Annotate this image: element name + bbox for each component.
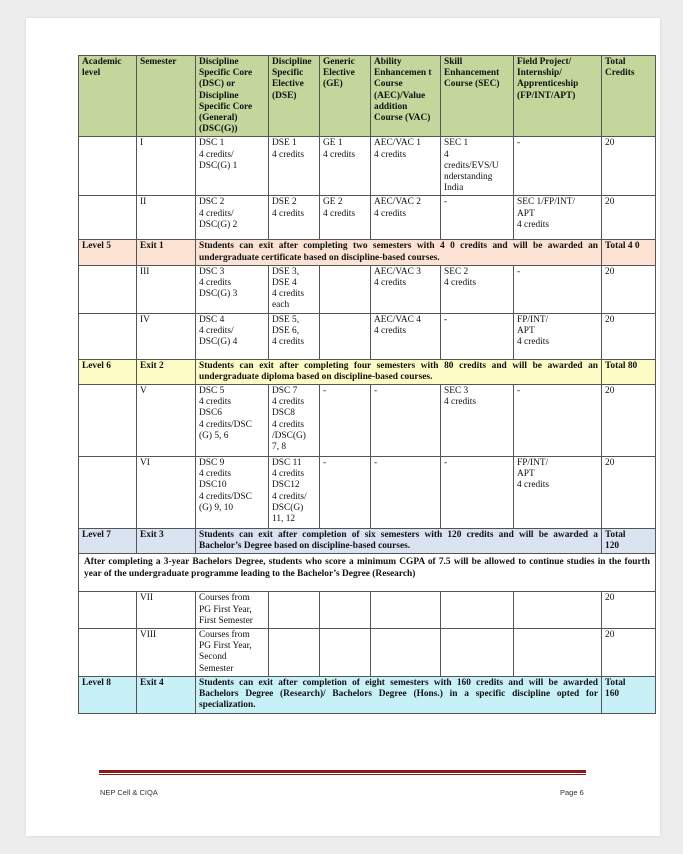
- exit-label: Exit 3: [137, 529, 196, 554]
- sec-cell: SEC 1 4 credits/EVS/U nderstanding India: [441, 137, 514, 196]
- total-cell: 20: [602, 629, 656, 677]
- exit-label: Exit 4: [137, 676, 196, 713]
- semester-row-1: [79, 137, 656, 196]
- field-cell: [514, 629, 602, 677]
- level-cell: [79, 457, 137, 529]
- sec-cell: -: [441, 196, 514, 240]
- sec-cell: SEC 2 4 credits: [441, 265, 514, 313]
- dsc-cell: DSC 3 4 credits DSC(G) 3: [196, 265, 269, 313]
- credit-framework-table: [78, 55, 656, 714]
- exit-row-3: [79, 529, 656, 554]
- sec-cell: [441, 629, 514, 677]
- header-sec: Skill Enhancement Course (SEC): [441, 56, 514, 137]
- level-cell: [79, 629, 137, 677]
- footer-divider-thin: [99, 774, 586, 775]
- semester-cell: VIII: [137, 629, 196, 677]
- dse-cell: [269, 629, 320, 677]
- ge-cell: -: [320, 385, 371, 457]
- exit-row-1: [79, 240, 656, 265]
- total-cell: 20: [602, 265, 656, 313]
- research-note-row: [79, 554, 656, 592]
- level-cell: [79, 592, 137, 629]
- header-row: [79, 56, 656, 137]
- aec-cell: AEC/VAC 1 4 credits: [371, 137, 441, 196]
- sec-cell: -: [441, 457, 514, 529]
- dsc-cell: DSC 5 4 credits DSC6 4 credits/DSC (G) 5, 6: [196, 385, 269, 457]
- semester-row-8: [79, 629, 656, 677]
- level-cell: [79, 137, 137, 196]
- ge-cell: [320, 313, 371, 359]
- dsc-cell: DSC 9 4 credits DSC10 4 credits/DSC (G) 9, 10: [196, 457, 269, 529]
- exit-description: Students can exit after completing two semesters with 4 0 credits and will be awarded an undergraduate certificate based on discipline-based courses.: [196, 240, 602, 265]
- sec-cell: SEC 3 4 credits: [441, 385, 514, 457]
- footer-divider: [99, 770, 586, 773]
- exit-description: Students can exit after completion of eight semesters with 160 credits and will be awarded Bachelors Degree (Research)/ Bachelors Degree (Hons.) in a specific discipline opted for specialization.: [196, 676, 602, 713]
- field-cell: -: [514, 265, 602, 313]
- level-cell: [79, 313, 137, 359]
- aec-cell: -: [371, 457, 441, 529]
- dse-cell: [269, 592, 320, 629]
- header-ge: Generic Elective (GE): [320, 56, 371, 137]
- field-cell: FP/INT/ APT 4 credits: [514, 313, 602, 359]
- field-cell: [514, 592, 602, 629]
- ge-cell: [320, 629, 371, 677]
- dse-cell: DSC 7 4 credits DSC8 4 credits /DSC(G) 7, 8: [269, 385, 320, 457]
- footer-org: NEP Cell & CIQA: [100, 788, 158, 797]
- total-cell: 20: [602, 196, 656, 240]
- field-cell: -: [514, 137, 602, 196]
- research-note: After completing a 3-year Bachelors Degree, students who score a minimum CGPA of 7.5 will be allowed to continue studies in the fourth year of the undergraduate programme leading to the Bachelor’s Degree (Research): [79, 554, 656, 592]
- dsc-cell: Courses from PG First Year, Second Semester: [196, 629, 269, 677]
- dsc-cell: Courses from PG First Year, First Semester: [196, 592, 269, 629]
- dsc-cell: DSC 4 4 credits/ DSC(G) 4: [196, 313, 269, 359]
- exit-total: Total 4 0: [602, 240, 656, 265]
- exit-total: Total 120: [602, 529, 656, 554]
- header-aec: Ability Enhancemen t Course (AEC)/Value addition Course (VAC): [371, 56, 441, 137]
- semester-cell: III: [137, 265, 196, 313]
- aec-cell: AEC/VAC 4 4 credits: [371, 313, 441, 359]
- dsc-cell: DSC 1 4 credits/ DSC(G) 1: [196, 137, 269, 196]
- header-field: Field Project/ Internship/ Apprenticeship (FP/INT/APT): [514, 56, 602, 137]
- exit-label: Exit 2: [137, 359, 196, 384]
- header-dsc: Discipline Specific Core (DSC) or Discipline Specific Core (General) (DSC(G)): [196, 56, 269, 137]
- field-cell: FP/INT/ APT 4 credits: [514, 457, 602, 529]
- exit-level: Level 7: [79, 529, 137, 554]
- ge-cell: [320, 592, 371, 629]
- header-semester: Semester: [137, 56, 196, 137]
- total-cell: 20: [602, 385, 656, 457]
- dse-cell: DSE 1 4 credits: [269, 137, 320, 196]
- exit-total: Total 160: [602, 676, 656, 713]
- sec-cell: -: [441, 313, 514, 359]
- aec-cell: -: [371, 385, 441, 457]
- total-cell: 20: [602, 137, 656, 196]
- dse-cell: DSC 11 4 credits DSC12 4 credits/ DSC(G) 11, 12: [269, 457, 320, 529]
- level-cell: [79, 196, 137, 240]
- exit-description: Students can exit after completion of six semesters with 120 credits and will be awarded a Bachelor’s Degree based on discipline-based courses.: [196, 529, 602, 554]
- level-cell: [79, 265, 137, 313]
- dsc-cell: DSC 2 4 credits/ DSC(G) 2: [196, 196, 269, 240]
- exit-level: Level 8: [79, 676, 137, 713]
- semester-cell: I: [137, 137, 196, 196]
- level-cell: [79, 385, 137, 457]
- aec-cell: AEC/VAC 2 4 credits: [371, 196, 441, 240]
- semester-row-2: [79, 196, 656, 240]
- total-cell: 20: [602, 313, 656, 359]
- sec-cell: [441, 592, 514, 629]
- header-total: Total Credits: [602, 56, 656, 137]
- ge-cell: -: [320, 457, 371, 529]
- total-cell: 20: [602, 592, 656, 629]
- field-cell: SEC 1/FP/INT/ APT 4 credits: [514, 196, 602, 240]
- document-page: [26, 18, 660, 836]
- semester-row-4: [79, 313, 656, 359]
- exit-row-4: [79, 676, 656, 713]
- semester-row-6: [79, 457, 656, 529]
- semester-row-5: [79, 385, 656, 457]
- exit-level: Level 5: [79, 240, 137, 265]
- exit-description: Students can exit after completing four semesters with 80 credits and will be awarded an undergraduate diploma based on discipline-based courses.: [196, 359, 602, 384]
- exit-total: Total 80: [602, 359, 656, 384]
- aec-cell: [371, 629, 441, 677]
- exit-level: Level 6: [79, 359, 137, 384]
- exit-label: Exit 1: [137, 240, 196, 265]
- dse-cell: DSE 5, DSE 6, 4 credits: [269, 313, 320, 359]
- semester-cell: VII: [137, 592, 196, 629]
- semester-cell: IV: [137, 313, 196, 359]
- semester-row-7: [79, 592, 656, 629]
- page-number: Page 6: [560, 788, 584, 797]
- ge-cell: GE 2 4 credits: [320, 196, 371, 240]
- semester-row-3: [79, 265, 656, 313]
- field-cell: -: [514, 385, 602, 457]
- semester-cell: V: [137, 385, 196, 457]
- semester-cell: VI: [137, 457, 196, 529]
- total-cell: 20: [602, 457, 656, 529]
- header-academic-level: Academic level: [79, 56, 137, 137]
- semester-cell: II: [137, 196, 196, 240]
- aec-cell: [371, 592, 441, 629]
- exit-row-2: [79, 359, 656, 384]
- ge-cell: [320, 265, 371, 313]
- ge-cell: GE 1 4 credits: [320, 137, 371, 196]
- aec-cell: AEC/VAC 3 4 credits: [371, 265, 441, 313]
- dse-cell: DSE 2 4 credits: [269, 196, 320, 240]
- dse-cell: DSE 3, DSE 4 4 credits each: [269, 265, 320, 313]
- header-dse: Discipline Specific Elective (DSE): [269, 56, 320, 137]
